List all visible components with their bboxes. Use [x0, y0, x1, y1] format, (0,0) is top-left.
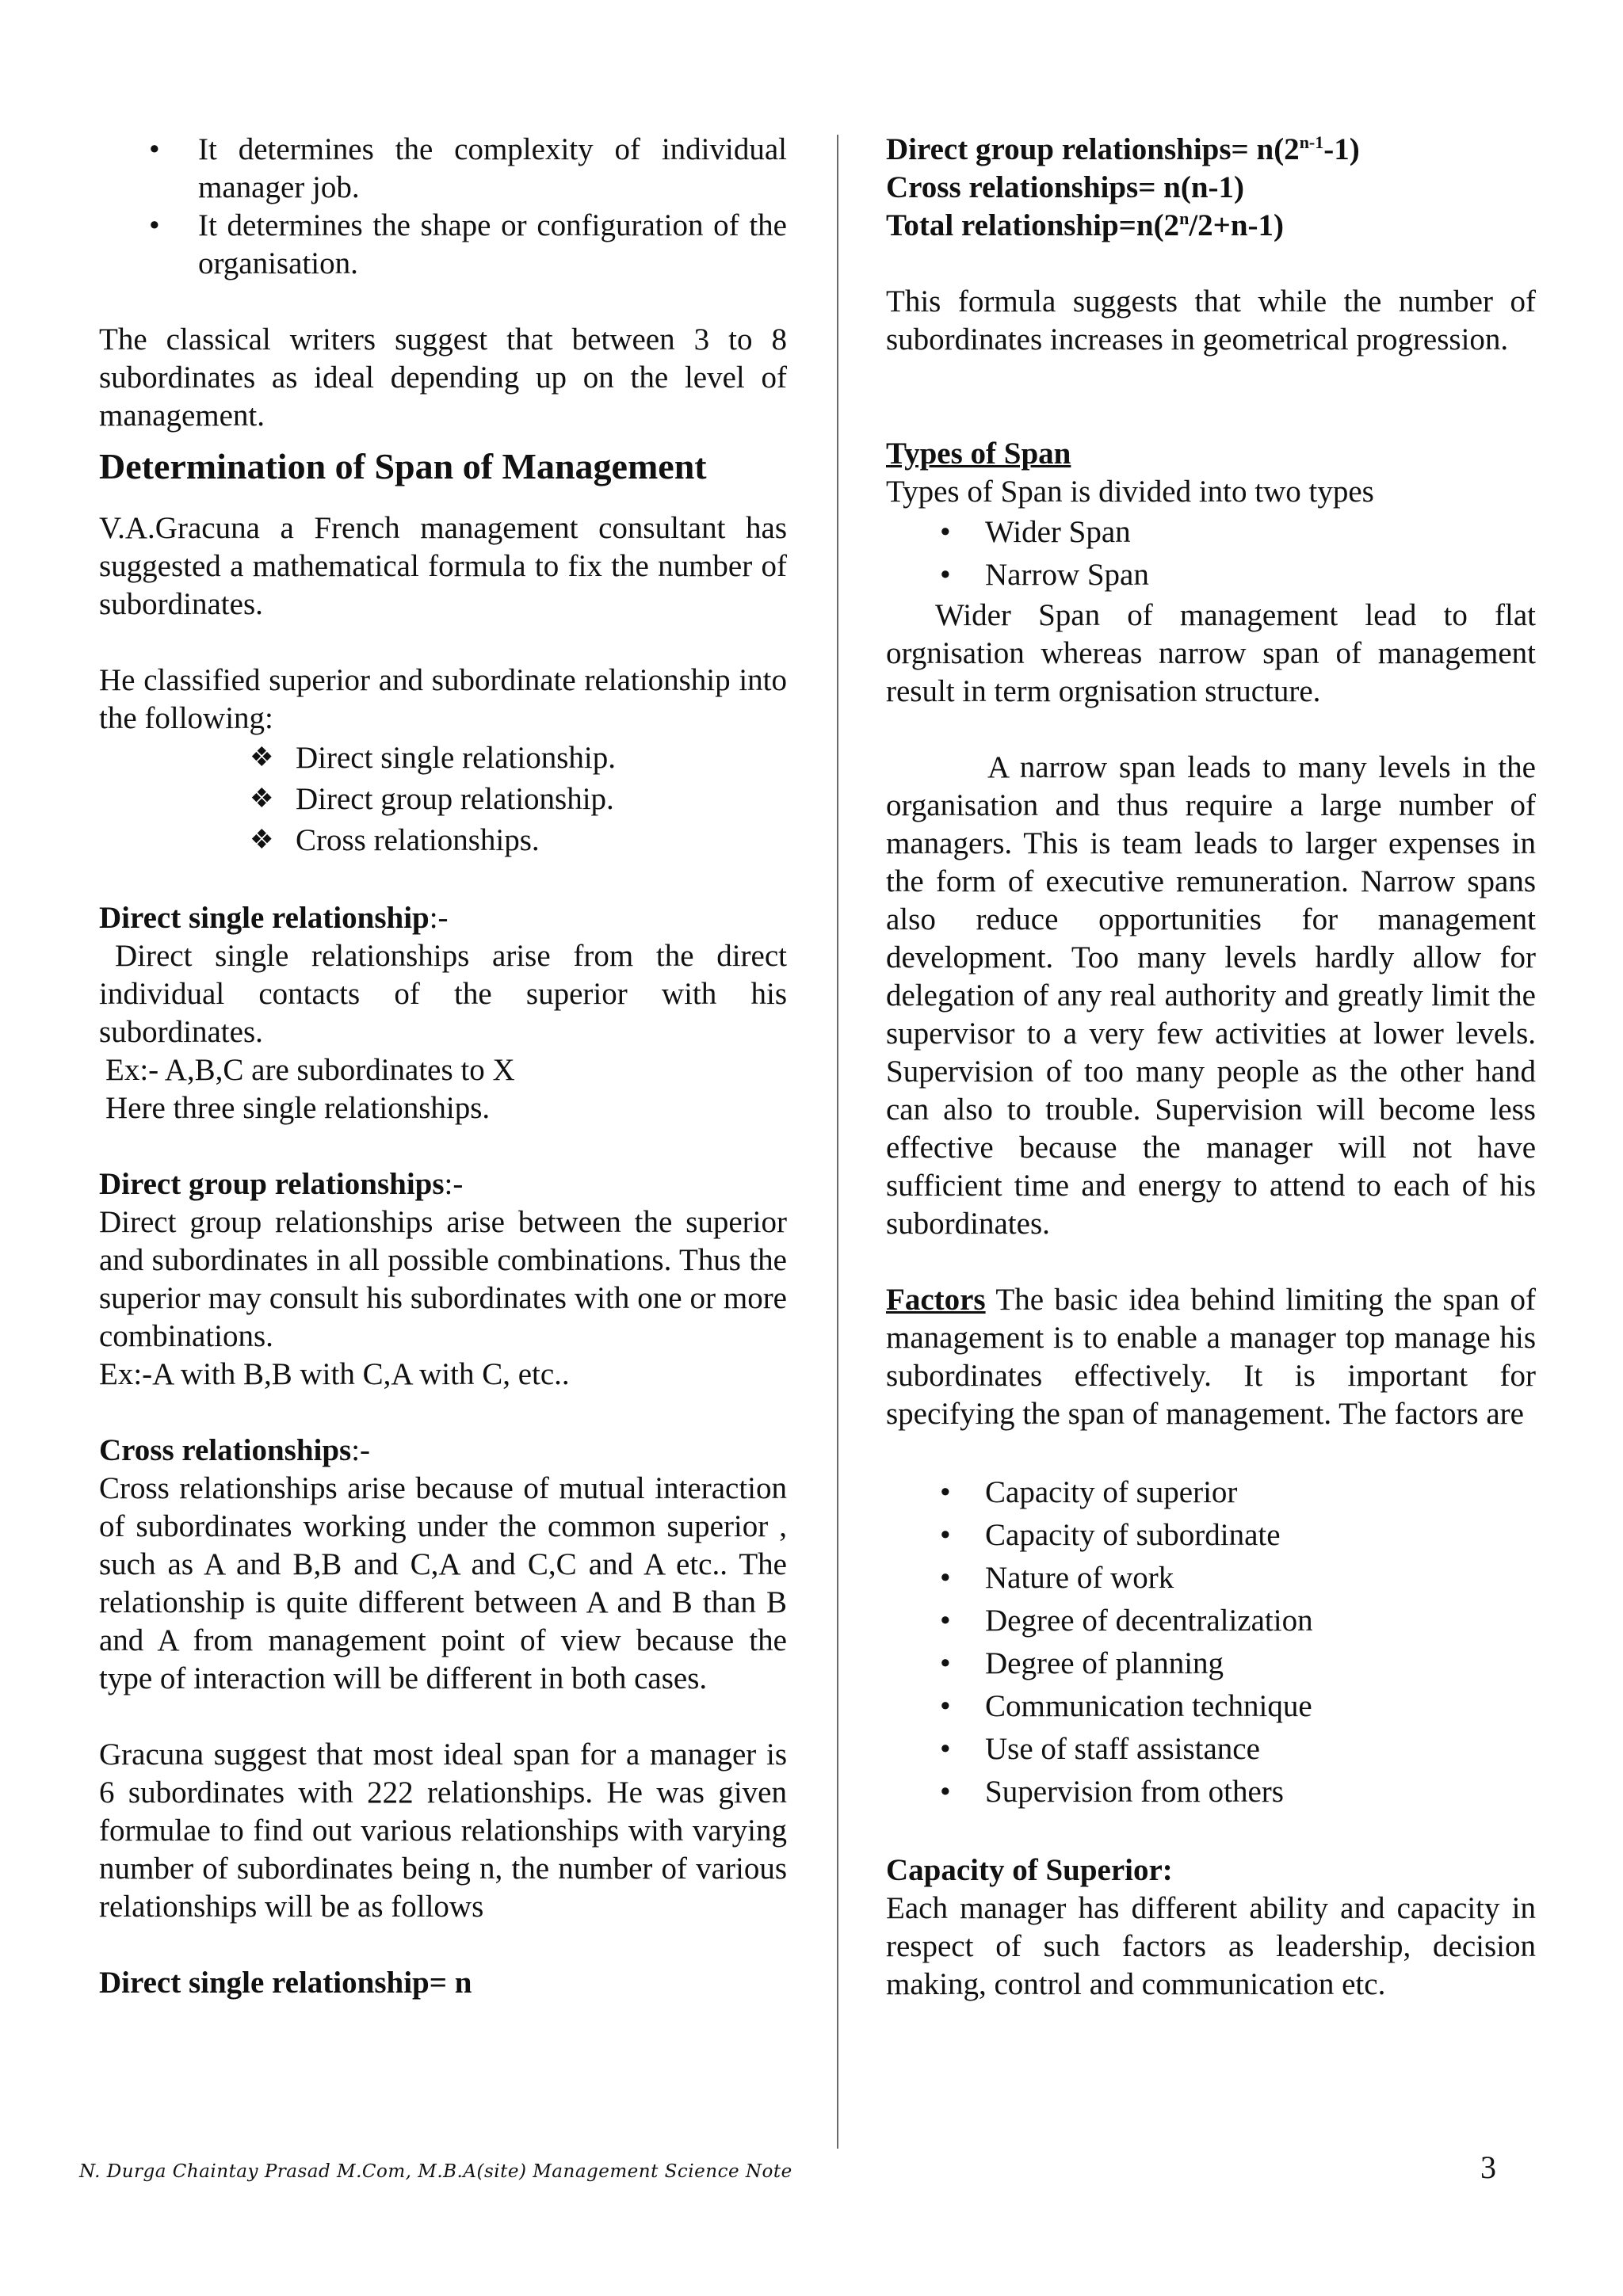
bullet-icon: •: [940, 1689, 951, 1723]
relationship-type-list: [99, 738, 787, 861]
cr-text: Cross relationships arise because of mutual interaction of subordinates working under the common superior , such as A and B,B and C,A and C,C and A etc.. The relationship is quite different between A and B than B and A from management point of view because the type of interaction will be different in both cases.: [99, 1471, 787, 1695]
diamond-bullet-icon: ❖: [250, 743, 274, 772]
list-item: • Supervision from others: [886, 1771, 1536, 1814]
right-column: [886, 131, 1536, 2004]
formula-direct-single: Direct single relationship= n: [99, 1966, 472, 2000]
bullet-icon: •: [149, 132, 160, 166]
column-divider: [837, 135, 838, 2149]
section-heading: Determination of Span of Management: [99, 446, 707, 486]
bullet-icon: •: [940, 1475, 951, 1509]
gracuna-paragraph: V.A.Gracuna a French management consultant has suggested a mathematical formula to fix the number of subordinates.: [99, 511, 787, 621]
dsr-text: Direct single relationships arise from the direct individual contacts of the superior with his subordinates.: [99, 939, 787, 1049]
cr-heading: Cross relationships:-: [99, 1433, 371, 1467]
list-item: • Degree of planning: [886, 1642, 1536, 1685]
classified-paragraph: He classified superior and subordinate relationship into the following:: [99, 663, 787, 735]
narrow-span-paragraph: A narrow span leads to many levels in the organisation and thus require a large number of managers. This is team leads to larger expenses in the form of executive remuneration. Narrow spans also reduce opportunities for management development. Too many levels hardly allow for delegation of any real authority and greatly limit the supervisor to a very few activities at lower levels. Supervision of too many people as the other hand can also to trouble. Supervision will become less effective because the manager will not have sufficient time and energy to attend to each of his subordinates.: [886, 750, 1536, 1241]
wider-span-paragraph: Wider Span of management lead to flat orgnisation whereas narrow span of management result in term orgnisation structure.: [886, 598, 1536, 708]
types-heading: Types of Span: [886, 437, 1071, 471]
dgr-text: Direct group relationships arise between the superior and subordinates in all possible combinations. Thus the superior may consult his subordinates with one or more combinations.: [99, 1205, 787, 1353]
list-item: • Narrow Span: [886, 554, 1536, 597]
ideal-span-paragraph: Gracuna suggest that most ideal span for a manager is 6 subordinates with 222 relationships. He was given formulae to find out various relationships with varying number of subordinates being n, the number of various relationships will be as follows: [99, 1737, 787, 1924]
bullet-icon: •: [940, 1732, 951, 1766]
formula-total: Total $relationship=n(2^n/2+n-1)$: [886, 208, 1285, 242]
dsr-heading: Direct single relationship:-: [99, 901, 449, 935]
list-item: • Wider Span: [886, 511, 1536, 554]
types-intro: Types of Span is divided into two types: [886, 475, 1374, 509]
list-item: ❖ Direct group relationship.: [99, 779, 787, 820]
list-item: ❖ Direct single relationship.: [99, 738, 787, 779]
list-item: • Degree of decentralization: [886, 1600, 1536, 1642]
dsr-example: Ex:- A,B,C are subordinates to X: [105, 1053, 515, 1087]
diamond-bullet-icon: ❖: [250, 826, 274, 855]
list-item: • It determines the shape or configuration of the organisation.: [149, 208, 787, 280]
list-item: • Capacity of subordinate: [886, 1514, 1536, 1557]
bullet-icon: •: [940, 515, 951, 549]
page-number: 3: [1480, 2149, 1496, 2185]
capacity-text: Each manager has different ability and capacity in respect of such factors as leadership, decision making, control and communication etc.: [886, 1891, 1536, 2001]
factors-list: [886, 1471, 1536, 1814]
dgr-example: Ex:-A with B,B with C,A with C, etc..: [99, 1357, 570, 1391]
classical-paragraph: The classical writers suggest that between 3 to 8 subordinates as ideal depending up on the level of management.: [99, 322, 787, 433]
diamond-bullet-icon: ❖: [250, 784, 274, 814]
list-item: • It determines the complexity of individual manager job.: [149, 132, 787, 204]
formula-cross: Cross relationships= n(n-1): [886, 170, 1245, 204]
list-item: • Nature of work: [886, 1557, 1536, 1600]
dgr-heading: Direct group relationships:-: [99, 1167, 464, 1201]
top-bullet-list: [99, 131, 787, 283]
bullet-icon: •: [940, 1604, 951, 1638]
formula-direct-group: Direct group relationships= $n(2^{n-1}-1)$: [886, 132, 1360, 166]
factors-paragraph: Factors The basic idea behind limiting the span of management is to enable a manager top manage his subordinates effectively. It is important for specifying the span of management. The factors are: [886, 1283, 1536, 1431]
bullet-icon: •: [149, 208, 160, 242]
bullet-icon: •: [940, 1646, 951, 1680]
footer-author-note: N. Durga Chaintay Prasad M.Com, M.B.A(site) Management Science Note: [79, 2161, 792, 2182]
list-item: • Use of staff assistance: [886, 1728, 1536, 1771]
list-item: • Capacity of superior: [886, 1471, 1536, 1514]
bullet-icon: •: [940, 1518, 951, 1552]
bullet-icon: •: [940, 1561, 951, 1595]
formula-paragraph: This formula suggests that while the number of subordinates increases in geometrical progression.: [886, 284, 1536, 357]
capacity-heading: Capacity of Superior:: [886, 1853, 1173, 1887]
dsr-note: Here three single relationships.: [105, 1091, 491, 1125]
list-item: ❖ Cross relationships.: [99, 820, 787, 861]
types-list: [886, 511, 1536, 597]
list-item: • Communication technique: [886, 1685, 1536, 1728]
bullet-icon: •: [940, 558, 951, 592]
left-column: [99, 131, 787, 2002]
bullet-icon: •: [940, 1775, 951, 1809]
